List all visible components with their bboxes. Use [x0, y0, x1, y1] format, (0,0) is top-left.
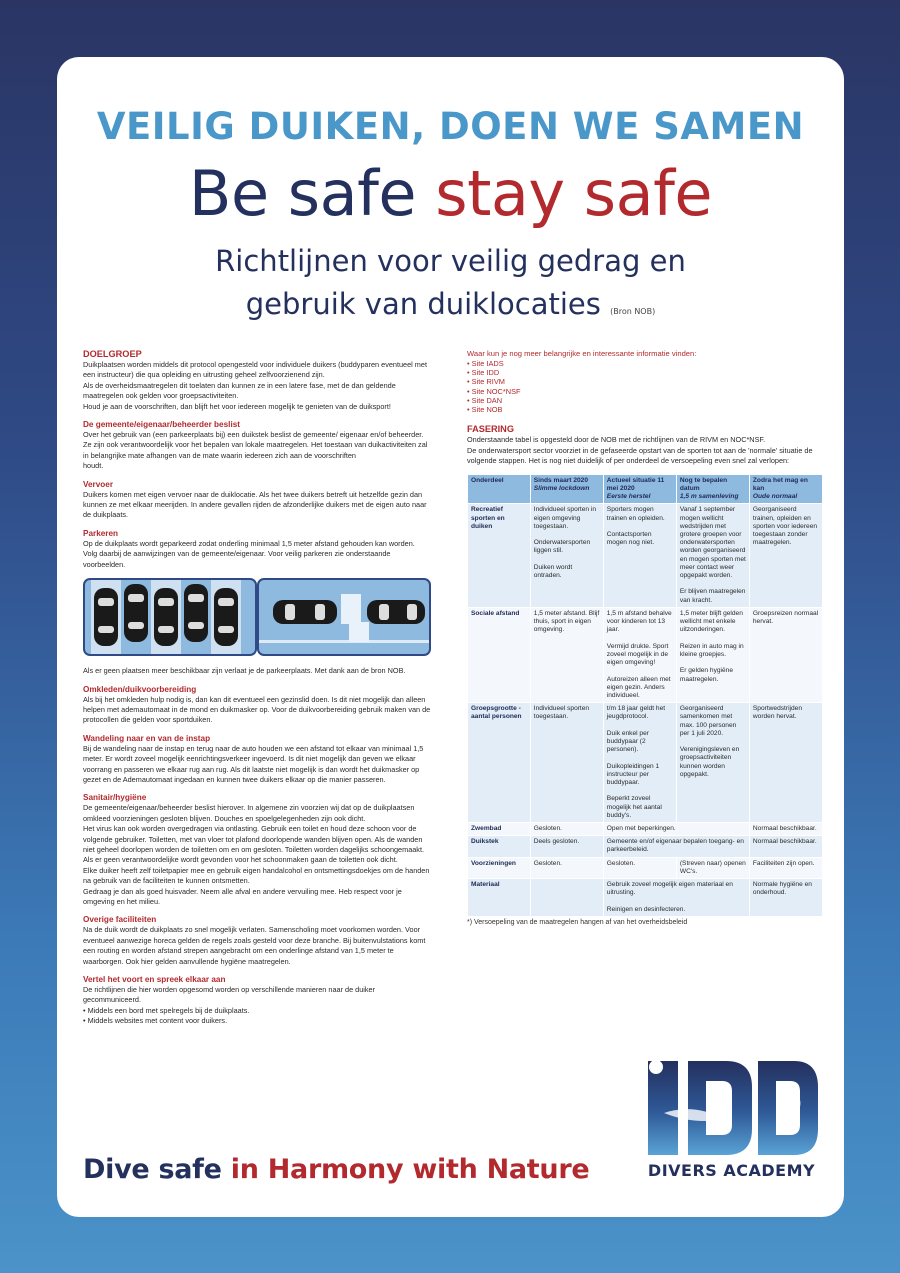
table-row [468, 703, 822, 822]
table-cell: Faciliteiten zijn open. [750, 858, 822, 878]
table-cell: Normale hygiëne en onderhoud. [750, 879, 822, 916]
link-nob[interactable]: • Site NOB [467, 405, 820, 414]
section-text: Op de duikplaats wordt geparkeerd zodat onderling minimaal 1,5 meter afstand gehouden kan worden. Volg daarbij de aanwijzingen van de gemeente/eigenaar. Voor veilig parkeren zie onderstaande voorbeelden. [83, 538, 415, 569]
link-rivm[interactable]: • Site RIVM [467, 377, 820, 386]
table-cell: Gesloten. [531, 858, 603, 878]
table-row [468, 823, 822, 835]
table-cell: Gesloten. [604, 858, 676, 878]
poster-card [57, 57, 844, 1217]
table-cell: 1,5 meter blijft gelden wellicht met enkele uitzonderingen. Reizen in auto mag in kleine groepjes. Er gelden hygiëne maatregelen. [677, 608, 749, 702]
table-footnote: *) Versoepeling van de maatregelen hangen af van het overheidsbeleid [467, 918, 688, 926]
link-iads[interactable]: • Site IADS [467, 359, 820, 368]
section-text: Over het gebruik van (een parkeerplaats bij) een duikstek beslist de gemeente/ eigenaar en/of beheerder. Ze zijn ook verantwoordelijk voor het bepalen van lokale maatregelen. Het toestaan van duikactiviteiten zal in belangrijke mate afhangen van de mate waarin iedereen zich aan de voorschriften houdt. [83, 430, 428, 471]
table-cell: Sociale afstand [468, 608, 530, 702]
table-cell: t/m 18 jaar geldt het jeugdprotocol. Duik enkel per buddypaar (2 personen). Duikopleidingen 1 instructeur per buddypaar. Beperkt zoveel mogelijk het aantal buddy's. [604, 703, 676, 822]
table-cell: Individueel sporten toegestaan. [531, 703, 603, 822]
footer-slogan-part-2: in Harmony with Nature [230, 1154, 590, 1185]
section-text: De richtlijnen die hier worden opgesomd worden op verschillende manieren naar de duiker gecommuniceerd. • Middels een bord met spelregels bij de duikplaats. • Middels websites met content voor duikers. [83, 985, 376, 1026]
table-cell: 1,5 m afstand behalve voor kinderen tot 13 jaar. Vermijd drukte. Sport zoveel mogelijk in de eigen omgeving! Autoreizen alleen met eigen gezin. Anders individueel. [604, 608, 676, 702]
subtitle-line-2 [57, 283, 844, 333]
table-cell: Normaal beschikbaar. [750, 836, 822, 856]
footer-slogan [83, 1154, 589, 1185]
section-title: De gemeente/eigenaar/beheerder beslist [83, 420, 240, 430]
right-column [467, 349, 820, 926]
subtitle-line-2-text: gebruik van duiklocaties [245, 287, 601, 321]
subtitle-line-1: Richtlijnen voor veilig gedrag en [215, 244, 686, 278]
left-column [83, 349, 431, 1035]
table-cell: Vanaf 1 september mogen wellicht wedstrijden met grotere groepen voor onderwatersporten worden georganiseerd en mogen sporten met meer contact weer opgepakt worden. Er blijven maatregelen van kracht. [677, 504, 749, 606]
section-vertel [83, 975, 431, 1027]
parking-example-parallel [257, 578, 431, 656]
cars-perpendicular-icon [85, 580, 257, 654]
table-cell [531, 879, 603, 916]
table-cell: Groepsgrootte - aantal personen [468, 703, 530, 822]
section-title: Wandeling naar en van de instap [83, 733, 211, 743]
link-nocnsf[interactable]: • Site NOC*NSF [467, 387, 820, 396]
table-row [468, 608, 822, 702]
links-title: Waar kun je nog meer belangrijke en interessante informatie vinden: [467, 349, 697, 358]
table-header: Zodra het mag en kan Oude normaal [750, 475, 822, 503]
table-cell: Georganiseerd trainen, opleiden en sporten voor iedereen toegestaan zonder maatregelen. [750, 504, 822, 606]
section-title: Omkleden/duikvoorbereiding [83, 684, 197, 694]
subtitle [57, 240, 844, 333]
table-cell: Georganiseerd samenkomen met max. 100 personen per 1 juli 2020. Verenigingsleven en groepsactiviteiten kunnen worden opgepakt. [677, 703, 749, 822]
table-cell: Duikstek [468, 836, 530, 856]
section-title: Vervoer [83, 479, 114, 489]
logo-text: DIVERS ACADEMY [647, 1161, 816, 1180]
table-cell: Gemeente en/of eigenaar bepalen toegang- en parkeerbeleid. [604, 836, 749, 856]
slogan-part-1: Be safe [188, 157, 417, 230]
table-row [468, 836, 822, 856]
section-text: Duikplaatsen worden middels dit protocol opengesteld voor individuele duikers (buddyparen eventueel met een instructeur) die qua opleiding en uitrusting geheel zelfvoorzienend zijn. Als de overheidsmaatregelen dit toelaten dan kunnen ze in een latere fase, met de dan geldende maatregelen ook gelden voor groepsactiviteiten. Houd je aan de voorschriften, dan blijft het voor iedereen mogelijk te genieten van de duiksport! [83, 360, 427, 411]
section-omkleden [83, 685, 431, 726]
parking-after-text: Als er geen plaatsen meer beschikbaar zijn verlaat je de parkeerplaats. Met dank aan de bron NOB. [83, 666, 406, 676]
page-title: VEILIG DUIKEN, DOEN WE SAMEN [96, 105, 805, 148]
table-header-row [468, 475, 822, 503]
section-gemeente [83, 420, 431, 472]
table-cell: Materiaal [468, 879, 530, 916]
table-header: Onderdeel [468, 475, 530, 503]
idd-logo [644, 1057, 819, 1187]
table-cell: Gesloten. [531, 823, 603, 835]
table-cell: Recreatief sporten en duiken [468, 504, 530, 606]
table-cell: Normaal beschikbaar. [750, 823, 822, 835]
fasering-table [467, 474, 823, 916]
section-title: Vertel het voort en spreek elkaar aan [83, 975, 226, 985]
table-cell: (Streven naar) openen WC's. [677, 858, 749, 878]
section-parkeren [83, 529, 431, 677]
table-cell: Zwembad [468, 823, 530, 835]
table-header: Nog te bepalen datum 1,5 m samenleving [677, 475, 749, 503]
section-title: DOELGROEP [83, 349, 142, 359]
section-text: Na de duik wordt de duikplaats zo snel mogelijk verlaten. Samenscholing moet voorkomen worden. Voor eventueel aanwezige horeca gelden de regels zoals gesteld voor deze branche. Bij buitenvulstations komt een routing en worden afstand strepen aangebracht om een onderlinge afstand van 1,5 meter te waarborgen. Ook hier gelden aanvullende hygiëne maatregelen. [83, 925, 426, 966]
table-row [468, 879, 822, 916]
parking-examples [83, 578, 431, 656]
section-title: Parkeren [83, 528, 119, 538]
table-header: Actueel situatie 11 mei 2020 Eerste herstel [604, 475, 676, 503]
section-vervoer [83, 480, 431, 521]
table-cell: Individueel sporten in eigen omgeving toegestaan. Onderwatersporten liggen stil. Duiken wordt ontraden. [531, 504, 603, 606]
table-cell: Gebruik zoveel mogelijk eigen materiaal en uitrusting. Reinigen en desinfecteren. [604, 879, 749, 916]
table-cell: Sporters mogen trainen en opleiden. Contactsporten mogen nog niet. [604, 504, 676, 606]
section-text: Als bij het omkleden hulp nodig is, dan kan dit eventueel een gezinslid doen. Is dit niet mogelijk dan alleen helpen met ademautomaat in de mond en duikmasker op. Voor de duikvoorbereiding gebruik maken van de protocollen die gelden voor sportduiken. [83, 694, 431, 725]
fasering-title: FASERING [467, 424, 514, 435]
section-doelgroep [83, 349, 431, 412]
table-row [468, 858, 822, 878]
fasering-text: Onderstaande tabel is opgesteld door de NOB met de richtlijnen van de RIVM en NOC*NSF. De onderwatersport sector voorziet in de gefaseerde opstart van de sporten tot aan de 'normale' situatie de volgende stappen. Het is nog niet duidelijk of per onderdeel de versoepeling even snel zal verlopen: [467, 435, 813, 466]
link-dan[interactable]: • Site DAN [467, 396, 820, 405]
source-note: (Bron NOB) [610, 307, 656, 316]
table-cell: Sportwedstrijden worden hervat. [750, 703, 822, 822]
section-overige [83, 915, 431, 967]
table-row [468, 504, 822, 606]
table-cell: Voorzieningen [468, 858, 530, 878]
section-title: Overige faciliteiten [83, 915, 157, 925]
section-text: Duikers komen met eigen vervoer naar de duiklocatie. Als het twee duikers betreft uit hetzelfde gezin dan kunnen ze met elkaar meerijden. In andere gevallen rijden de afzonderlijke duikers met de eigen auto naar de duikplaats. [83, 489, 427, 520]
parking-example-perpendicular [83, 578, 257, 656]
table-cell: Groepsreizen normaal hervat. [750, 608, 822, 702]
footer-slogan-part-1: Dive safe [83, 1154, 222, 1185]
cars-parallel-icon [259, 580, 431, 654]
section-text: De gemeente/eigenaar/beheerder beslist hierover. In algemene zin voorzien wij dat op de duikplaatsen omkleed voorzieningen gesloten blijven. Douches en spoelgelegenheden zijn ook dicht. Het virus kan ook worden overgedragen via ontlasting. Gebruik een toilet en houd deze schoon voor de volgende gebruiker. Toiletten, met van vloer tot plafond doorlopende wanden blijven open. Als de wanden niet geheel doorlopen worden de toiletten om en om gesloten. Toiletten worden dagelijks schoongemaakt. Als er geen verantwoordelijke wordt gevonden voor het schoonmaken gaan de toiletten ook dicht. Elke duiker heeft zelf toiletpapier mee en gebruik eigen handalcohol en ontsmettingsdoekjes om de handen na gebruik van de faciliteiten te kunnen ontsmetten. Gedraag je dan als goed huisvader. Neem alle afval en andere vervuiling mee. Heb respect voor je omgeving en het milieu. [83, 803, 430, 906]
slogan-part-2: stay safe [435, 157, 713, 230]
slogan [57, 157, 844, 230]
table-cell: Open met beperkingen. [604, 823, 749, 835]
section-wandeling [83, 734, 431, 786]
table-cell: 1,5 meter afstand. Blijf thuis, sport in eigen omgeving. [531, 608, 603, 702]
section-title: Sanitair/hygiëne [83, 793, 147, 803]
table-header: Sinds maart 2020 Slimme lockdown [531, 475, 603, 503]
idd-logo-icon [644, 1057, 819, 1157]
links-list [467, 359, 820, 414]
section-text: Bij de wandeling naar de instap en terug naar de auto houden we een afstand tot elkaar van minimaal 1,5 meter. Er wordt zoveel mogelijk eenrichtingsverkeer ingevoerd. Is dit niet mogelijk dan geven we elkaar voorrang en passeren we elkaar rug aan rug. Als dit laatste niet mogelijk is dan wordt het duikmasker op gezet en de Ademautomaat ingedaan en kunnen twee duikers elkaar op die manier passeren. [83, 743, 424, 784]
section-sanitair [83, 793, 431, 907]
link-idd[interactable]: • Site IDD [467, 368, 820, 377]
table-cell: Deels gesloten. [531, 836, 603, 856]
